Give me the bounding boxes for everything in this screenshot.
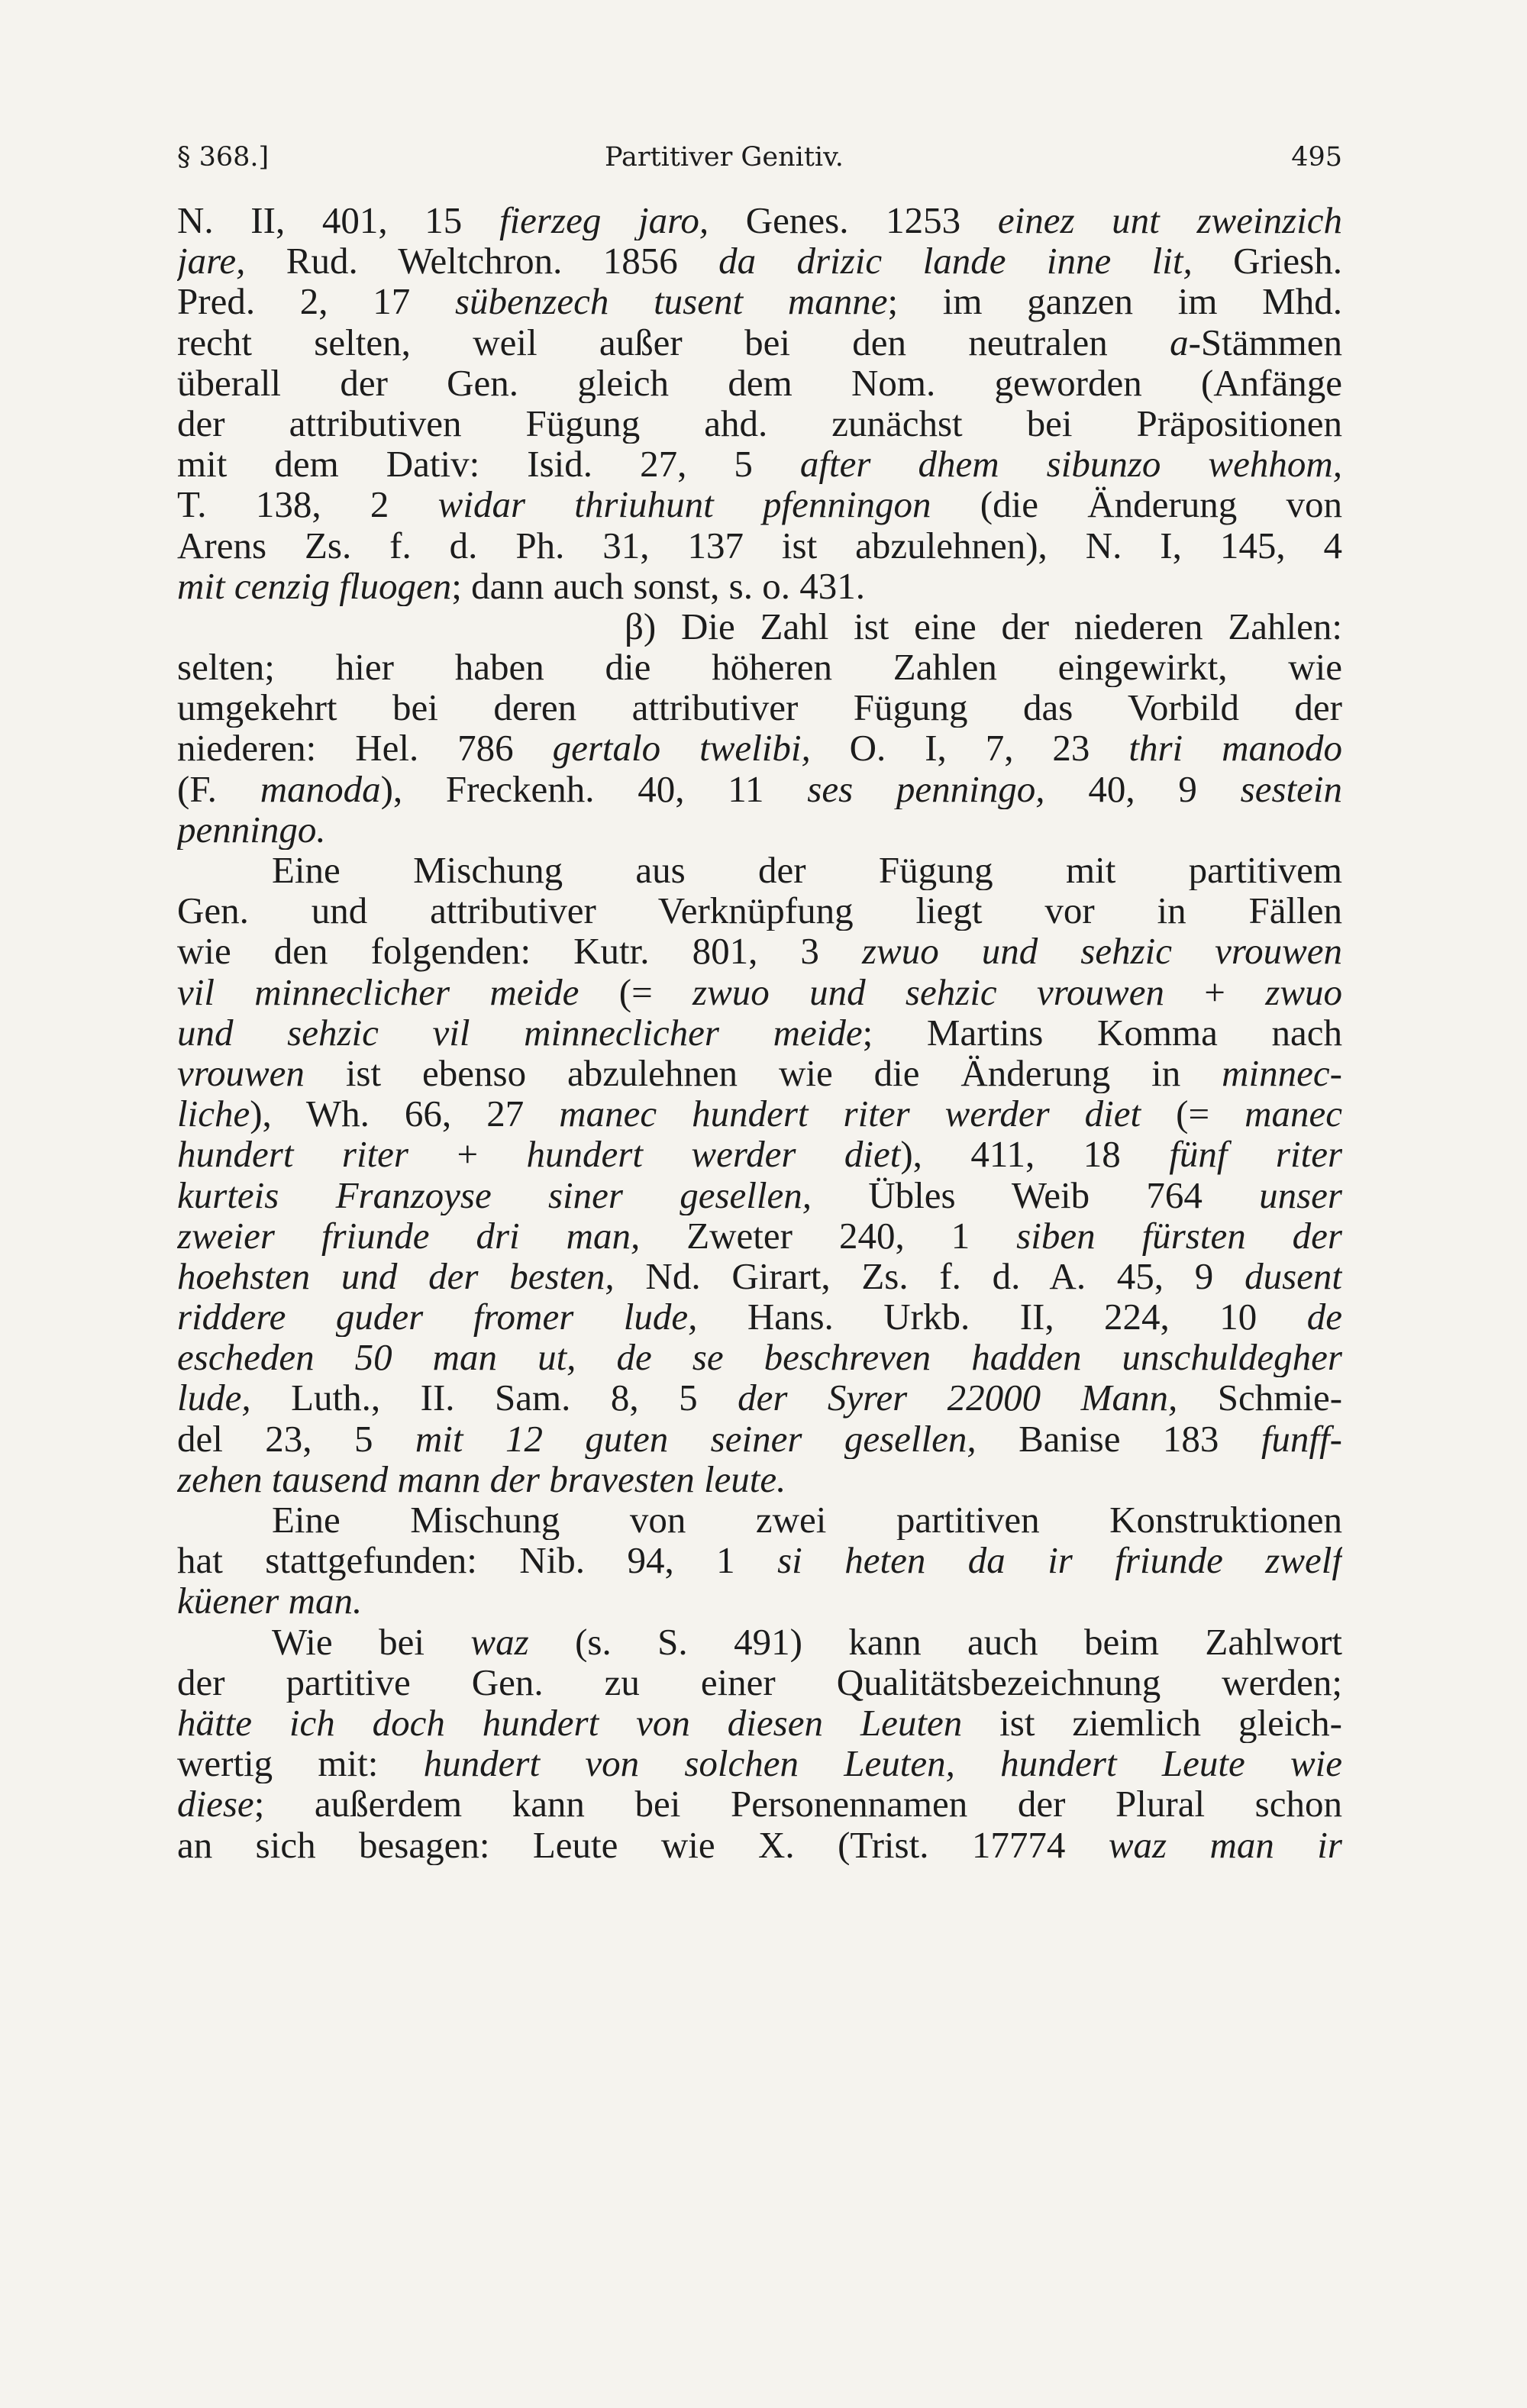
- italic-citation: ses penningo,: [807, 768, 1045, 809]
- text-segment: del 23, 5: [177, 1418, 415, 1459]
- text-segment: -Stämmen: [1188, 321, 1342, 363]
- italic-citation: lude,: [177, 1377, 251, 1419]
- italic-citation: manoda: [260, 768, 381, 809]
- italic-citation: hundert riter: [177, 1134, 408, 1175]
- text-segment: ; dann auch sonst, s. o. 431.: [451, 565, 865, 606]
- text-line: [177, 687, 1342, 728]
- text-segment: Gen. und attributiver Verknüpfung liegt vor in Fällen: [177, 890, 1342, 931]
- italic-citation: fünf riter: [1169, 1134, 1342, 1175]
- text-segment: Hans. Urkb. II, 224, 10: [697, 1296, 1307, 1338]
- text-line: [177, 1093, 1342, 1134]
- text-line: [177, 566, 1342, 606]
- italic-citation: hundert werder diet: [526, 1134, 901, 1175]
- page-number: 495: [1291, 142, 1342, 173]
- text-segment: mit dem Dativ: Isid. 27, 5: [177, 444, 800, 485]
- text-segment: selten; hier haben die höheren Zahlen eingewirkt, wie: [177, 647, 1342, 688]
- text-line: [177, 1053, 1342, 1093]
- running-title: Partitiver Genitiv.: [605, 142, 844, 173]
- text-segment: (s. S. 491) kann auch beim Zahlwort: [528, 1621, 1342, 1662]
- italic-citation: vrouwen: [177, 1052, 305, 1094]
- text-segment: recht selten, weil außer bei den neutralen: [177, 321, 1170, 363]
- text-line: [177, 484, 1342, 525]
- italic-citation: küener man.: [177, 1580, 363, 1622]
- italic-citation: escheden 50 man ut, de se beschreven hadden unschuldegher: [177, 1337, 1342, 1378]
- text-segment: ; Martins Komma nach: [862, 1012, 1342, 1053]
- text-line: [177, 931, 1342, 971]
- text-segment: Arens Zs. f. d. Ph. 31, 137 ist abzulehnen), N. I, 145, 4: [177, 525, 1342, 566]
- text-line: [177, 1662, 1342, 1703]
- italic-citation: fierzeg jaro,: [499, 200, 709, 241]
- text-line: [177, 972, 1342, 1012]
- text-segment: wie den folgenden: Kutr. 801, 3: [177, 931, 862, 972]
- text-segment: an sich besagen: Leute wie X. (Trist. 17774: [177, 1824, 1109, 1865]
- text-segment: der attributiven Fügung ahd. zunächst bei Präpositionen: [177, 402, 1342, 444]
- italic-citation: a: [1170, 321, 1189, 363]
- italic-citation: der Syrer 22000 Mann,: [738, 1377, 1178, 1419]
- text-segment: Luth., II. Sam. 8, 5: [250, 1377, 738, 1419]
- text-line: [177, 1419, 1342, 1459]
- text-segment: Übles Weib 764: [812, 1174, 1260, 1215]
- italic-citation: si heten da ir friunde zwelf: [777, 1540, 1342, 1581]
- text-line: [177, 1012, 1342, 1053]
- text-line: [177, 1499, 1342, 1540]
- text-line: [177, 1175, 1342, 1215]
- text-line: [177, 200, 1342, 240]
- text-line: [177, 1337, 1342, 1377]
- italic-citation: einez unt zweinzich: [997, 200, 1342, 241]
- text-line: [177, 1256, 1342, 1296]
- text-line: [177, 322, 1342, 363]
- italic-citation: riddere guder fromer lude,: [177, 1296, 698, 1338]
- text-segment: ), Wh. 66, 27: [250, 1093, 560, 1135]
- italic-citation: zehen tausend mann der bravesten leute.: [177, 1458, 786, 1499]
- italic-citation: waz man ir: [1108, 1824, 1342, 1865]
- italic-citation: widar thriuhunt pfenningon: [437, 484, 931, 525]
- text-segment: Genes. 1253: [709, 200, 998, 241]
- text-line: [177, 1215, 1342, 1256]
- text-segment: (die Änderung von: [931, 484, 1342, 525]
- text-segment: ; außerdem kann bei Personennamen der Plural schon: [253, 1783, 1342, 1825]
- text-line: [177, 1580, 1342, 1621]
- text-segment: der partitive Gen. zu einer Qualitätsbezeichnung werden;: [177, 1661, 1342, 1703]
- text-line: [177, 769, 1342, 809]
- italic-citation: funff-: [1261, 1418, 1342, 1459]
- italic-citation: penningo.: [177, 809, 326, 850]
- text-segment: ist ziemlich gleich-: [962, 1702, 1342, 1744]
- text-line: [177, 1377, 1342, 1418]
- italic-citation: siben fürsten der: [1016, 1215, 1342, 1256]
- text-line: [177, 363, 1342, 403]
- italic-citation: kurteis Franzoyse siner gesellen,: [177, 1174, 812, 1215]
- text-segment: Zweter 240, 1: [640, 1215, 1017, 1256]
- text-segment: ), 411, 18: [900, 1134, 1170, 1175]
- running-header: [177, 142, 1342, 188]
- text-segment: Eine Mischung von zwei partitiven Konstruktionen: [272, 1499, 1342, 1541]
- text-segment: Schmie-: [1177, 1377, 1342, 1419]
- text-segment: (F.: [177, 768, 260, 809]
- italic-citation: thri manodo: [1128, 728, 1342, 769]
- text-line: [177, 240, 1342, 281]
- text-segment: (=: [579, 971, 693, 1012]
- text-segment: N. II, 401, 15: [177, 200, 499, 241]
- italic-citation: zwuo und sehzic vrouwen: [861, 931, 1342, 972]
- text-line: [177, 890, 1342, 931]
- italic-citation: hundert von solchen Leuten, hundert Leute wie: [423, 1743, 1342, 1784]
- text-line: [177, 444, 1342, 484]
- italic-citation: da drizic lande inne lit,: [718, 240, 1193, 282]
- section-number: § 368.]: [177, 142, 270, 173]
- text-segment: 40, 9: [1044, 768, 1241, 809]
- text-segment: Nd. Girart, Zs. f. d. A. 45, 9: [614, 1255, 1245, 1297]
- text-segment: (=: [1141, 1093, 1245, 1135]
- body-text: [177, 200, 1342, 1865]
- text-line: [177, 1296, 1342, 1337]
- text-segment: +: [1164, 971, 1266, 1012]
- italic-citation: jare,: [177, 240, 246, 282]
- italic-citation: zwuo: [1265, 971, 1342, 1012]
- text-line: [177, 525, 1342, 566]
- text-segment: Banise 183: [976, 1418, 1261, 1459]
- italic-citation: diese: [177, 1783, 254, 1825]
- text-segment: T. 138, 2: [177, 484, 438, 525]
- text-segment: umgekehrt bei deren attributiver Fügung das Vorbild der: [177, 687, 1342, 728]
- text-segment: ist ebenso abzulehnen wie die Änderung in: [304, 1052, 1222, 1094]
- text-line: [177, 1540, 1342, 1580]
- italic-citation: unser: [1259, 1174, 1342, 1215]
- text-segment: wertig mit:: [177, 1743, 424, 1784]
- italic-citation: zweier friunde dri man,: [177, 1215, 641, 1256]
- italic-citation: sübenzech tusent manne: [454, 281, 888, 322]
- italic-citation: liche: [177, 1093, 250, 1135]
- text-line: [177, 1743, 1342, 1783]
- italic-citation: zwuo und sehzic vrouwen: [692, 971, 1164, 1012]
- italic-citation: mit cenzig fluogen: [177, 565, 452, 606]
- italic-citation: manec hundert riter werder diet: [559, 1093, 1141, 1135]
- italic-citation: de: [1306, 1296, 1342, 1338]
- text-segment: überall der Gen. gleich dem Nom. geworden (Anfänge: [177, 362, 1342, 403]
- text-segment: ), Freckenh. 40, 11: [380, 768, 808, 809]
- text-line: [177, 647, 1342, 687]
- italic-citation: gertalo twelibi,: [552, 728, 811, 769]
- text-line: [177, 606, 1342, 647]
- italic-citation: vil minneclicher meide: [177, 971, 579, 1012]
- italic-citation: after dhem sibunzo wehhom,: [799, 444, 1342, 485]
- text-line: [177, 1703, 1342, 1743]
- text-line: [177, 1825, 1342, 1865]
- text-segment: +: [408, 1134, 527, 1175]
- text-line: [177, 403, 1342, 444]
- text-segment: hat stattgefunden: Nib. 94, 1: [177, 1540, 778, 1581]
- text-line: [177, 1459, 1342, 1499]
- text-line: [177, 809, 1342, 850]
- text-segment: Wie bei: [272, 1621, 471, 1662]
- text-segment: β) Die Zahl ist eine der niederen Zahlen:: [625, 605, 1342, 647]
- italic-citation: hätte ich doch hundert von diesen Leuten: [177, 1702, 963, 1744]
- text-line: [177, 1622, 1342, 1662]
- text-segment: Pred. 2, 17: [177, 281, 455, 322]
- text-line: [177, 1783, 1342, 1824]
- text-line: [177, 850, 1342, 890]
- text-line: [177, 1134, 1342, 1174]
- italic-citation: mit 12 guten seiner gesellen,: [415, 1418, 977, 1459]
- text-segment: niederen: Hel. 786: [177, 728, 553, 769]
- text-segment: Eine Mischung aus der Fügung mit partitivem: [272, 850, 1342, 891]
- text-segment: Griesh.: [1192, 240, 1342, 282]
- italic-citation: hoehsten und der besten,: [177, 1255, 615, 1297]
- text-line: [177, 728, 1342, 768]
- italic-citation: manec: [1245, 1093, 1342, 1135]
- italic-citation: waz: [470, 1621, 529, 1662]
- text-line: [177, 281, 1342, 321]
- italic-citation: dusent: [1245, 1255, 1342, 1297]
- text-segment: Rud. Weltchron. 1856: [245, 240, 719, 282]
- text-segment: ; im ganzen im Mhd.: [887, 281, 1342, 322]
- italic-citation: sestein: [1240, 768, 1342, 809]
- text-segment: O. I, 7, 23: [810, 728, 1129, 769]
- italic-citation: minnec-: [1222, 1052, 1342, 1094]
- italic-citation: und sehzic vil minneclicher meide: [177, 1012, 863, 1053]
